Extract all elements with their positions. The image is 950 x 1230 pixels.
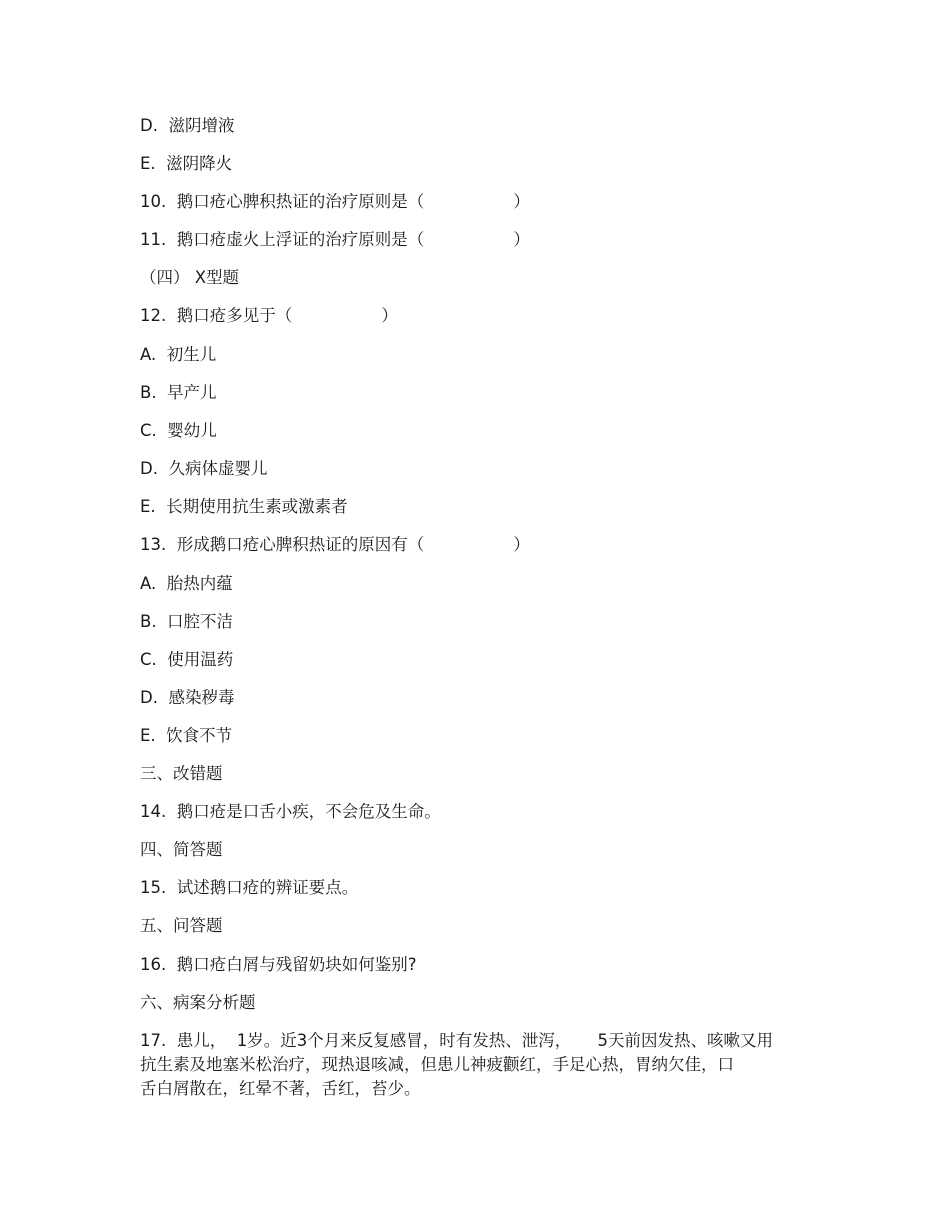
q13-option-e: E. 饮食不节 xyxy=(140,726,233,745)
question-12: 12. 鹅口疮多见于（ ） xyxy=(140,306,398,325)
question-16: 16. 鹅口疮白屑与残留奶块如何鉴别? xyxy=(140,955,417,974)
q13-option-a: A. 胎热内蕴 xyxy=(140,574,233,593)
question-14: 14. 鹅口疮是口舌小疾，不会危及生命。 xyxy=(140,802,441,821)
question-15: 15. 试述鹅口疮的辨证要点。 xyxy=(140,878,359,897)
q12-option-c: C. 婴幼儿 xyxy=(140,421,217,440)
question-10: 10. 鹅口疮心脾积热证的治疗原则是（ ） xyxy=(140,192,530,211)
section-case-analysis: 六、病案分析题 xyxy=(140,993,256,1012)
q13-option-c: C. 使用温药 xyxy=(140,650,234,669)
section-questions: 五、问答题 xyxy=(140,916,223,935)
q13-option-b: B. 口腔不洁 xyxy=(140,612,234,631)
q12-option-a: A. 初生儿 xyxy=(140,345,217,364)
section-correction: 三、改错题 xyxy=(140,764,223,783)
q12-option-e: E. 长期使用抗生素或激素者 xyxy=(140,497,348,516)
q12-option-b: B. 早产儿 xyxy=(140,383,217,402)
q13-option-d: D. 感染秽毒 xyxy=(140,688,235,707)
section-short-answer: 四、简答题 xyxy=(140,840,223,859)
section-x-type: （四） X型题 xyxy=(140,268,240,287)
question-17-line-3: 舌白屑散在，红晕不著，舌红，苔少。 xyxy=(140,1079,421,1098)
question-13: 13. 形成鹅口疮心脾积热证的原因有（ ） xyxy=(140,535,530,554)
question-17-paragraph xyxy=(140,1029,820,1101)
q12-option-d: D. 久病体虚婴儿 xyxy=(140,459,268,478)
question-17-line-2: 抗生素及地塞米松治疗，现热退咳减，但患儿神疲颧红，手足心热，胃纳欠佳，口 xyxy=(140,1055,734,1074)
option-e-line: E. 滋阴降火 xyxy=(140,154,233,173)
option-d-line: D. 滋阴增液 xyxy=(140,116,235,135)
question-17-line-1: 17. 患儿， 1岁。近3个月来反复感冒，时有发热、泄泻， 5天前因发热、咳嗽又用 xyxy=(140,1031,773,1050)
question-11: 11. 鹅口疮虚火上浮证的治疗原则是（ ） xyxy=(140,230,530,249)
